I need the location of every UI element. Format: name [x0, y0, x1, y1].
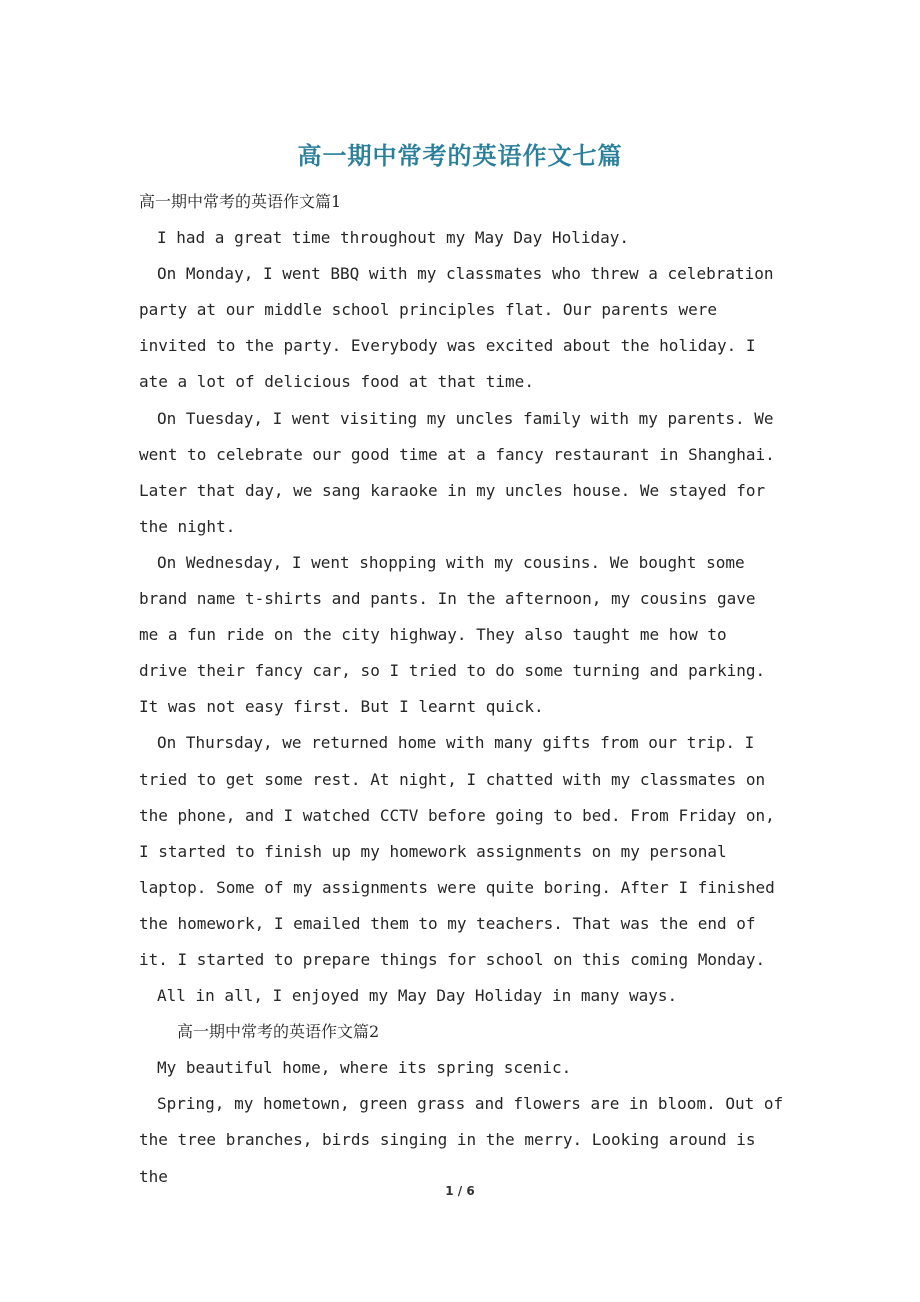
document-title: 高一期中常考的英语作文七篇	[297, 141, 623, 170]
paragraph: On Monday, I went BBQ with my classmates who threw a celebration party at our middle school principles flat. Our parents were invited to the party. Everybody was excited about the holiday. I ate a lot of delicious food at that time.	[139, 264, 774, 392]
paragraph: My beautiful home, where its spring scenic.	[157, 1058, 572, 1078]
section-heading: 高一期中常考的英语作文篇2	[177, 1022, 380, 1042]
paragraph: On Tuesday, I went visiting my uncles family with my parents. We went to celebrate our good time at a fancy restaurant in Shanghai. Later that day, we sang karaoke in my uncles house. We stayed for the night.	[139, 408, 775, 536]
paragraph: I had a great time throughout my May Day Holiday.	[157, 228, 630, 248]
section-heading: 高一期中常考的英语作文篇1	[139, 192, 342, 211]
paragraph: All in all, I enjoyed my May Day Holiday in many ways.	[157, 986, 678, 1006]
paragraph: On Thursday, we returned home with many gifts from our trip. I tried to get some rest. At night, I chatted with my classmates on the phone, and I watched CCTV before going to bed. From Friday on, I started to finish up my homework assignments on my personal laptop. Some of my assignments were quite boring. After I finished the homework, I emailed them to my teachers. That was the end of it. I started to prepare things for school on this coming Monday.	[139, 733, 775, 969]
paragraph: On Wednesday, I went shopping with my cousins. We bought some brand name t-shirts and pants. In the afternoon, my cousins gave me a fun ride on the city highway. They also taught me how to drive their fancy car, so I tried to do some turning and parking. It was not easy first. But I learnt quick.	[139, 552, 766, 717]
paragraph: Spring, my hometown, green grass and flowers are in bloom. Out of the tree branches, birds singing in the merry. Looking around is the	[139, 1094, 784, 1186]
document-body	[139, 184, 784, 1195]
page-number: 1 / 6	[445, 1184, 475, 1198]
